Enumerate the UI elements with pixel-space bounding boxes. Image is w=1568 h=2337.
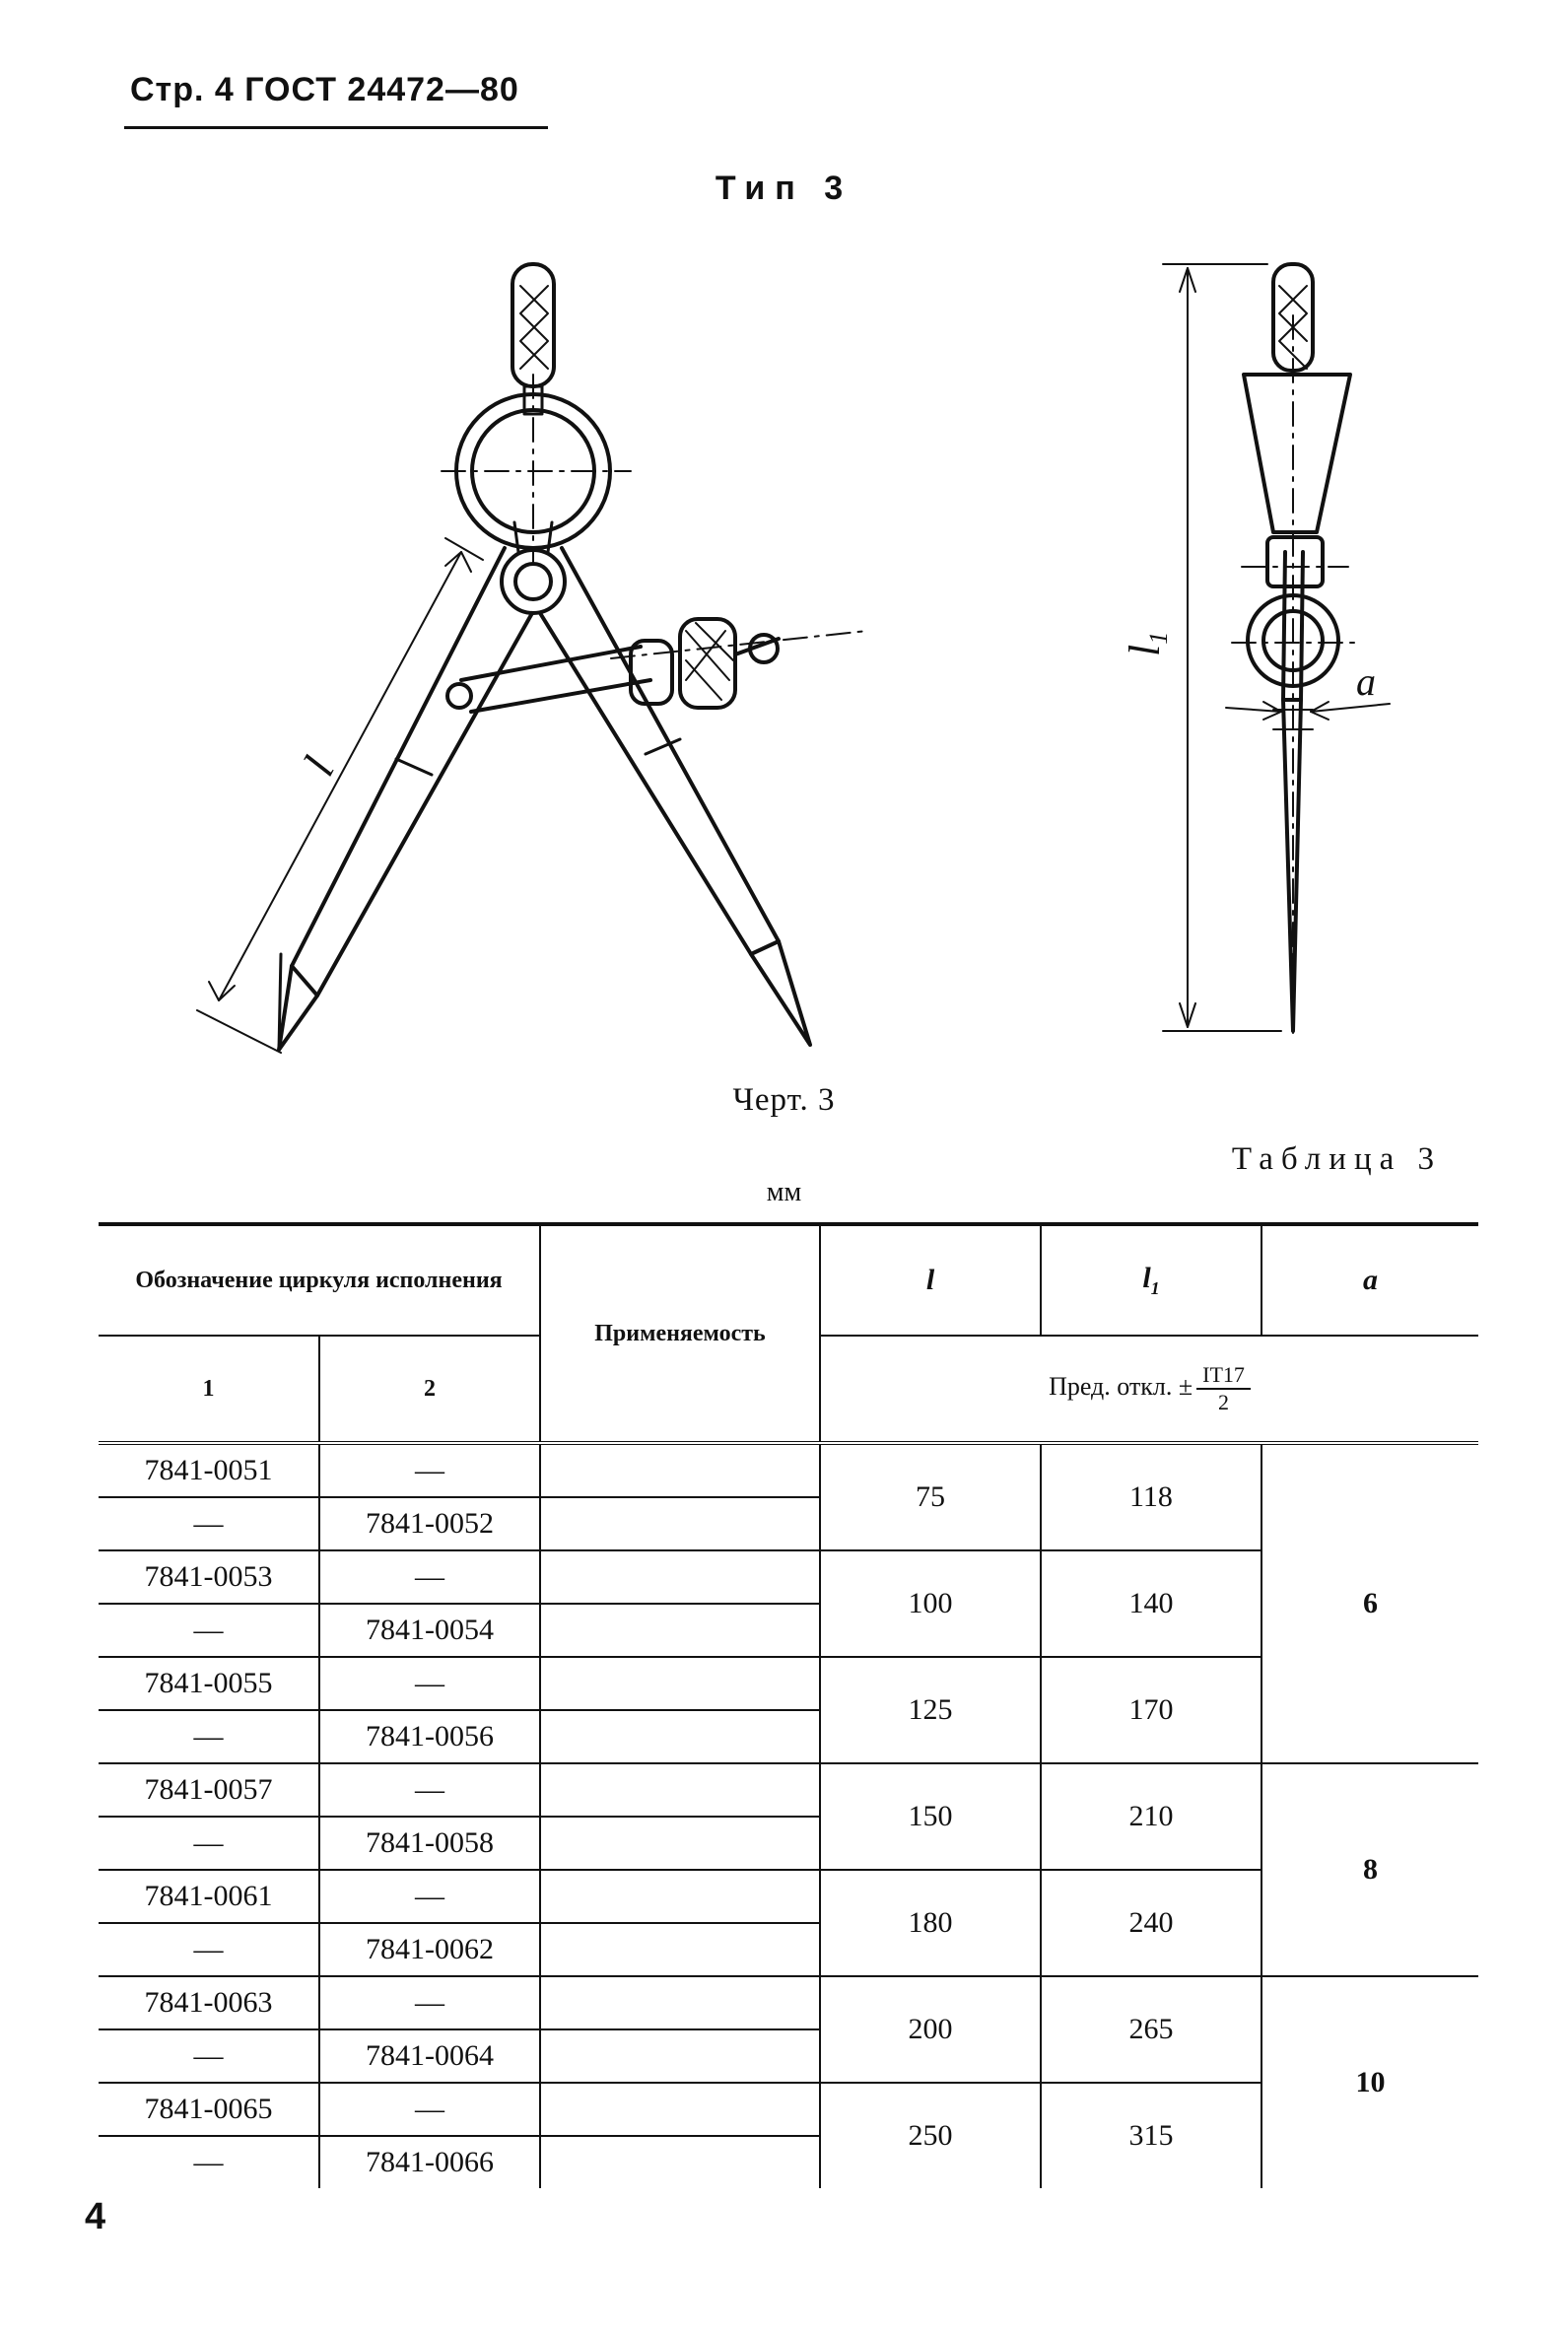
page-header: Стр. 4 ГОСТ 24472—80 [130,71,519,108]
header-l1: $l_1$ [1041,1224,1261,1336]
cell-exec-1: 7841-0053 [99,1550,319,1604]
table-title: Таблица 3 [1231,1141,1442,1177]
cell-l: 150 [820,1763,1041,1870]
cell-exec-2: 7841-0062 [319,1923,540,1976]
cell-exec-2: 7841-0064 [319,2029,540,2083]
cell-l: 250 [820,2083,1041,2188]
table-row [99,1763,1478,1817]
cell-exec-2: — [319,1870,540,1923]
cell-l: 75 [820,1443,1041,1550]
cell-exec-1: 7841-0057 [99,1763,319,1817]
cell-applicability [540,1710,820,1763]
cell-a: 10 [1355,2066,1386,2098]
table-units: мм [766,1177,802,1207]
dim-label-a: a [1356,659,1376,704]
cell-exec-2: — [319,2083,540,2136]
cell-l: 100 [820,1550,1041,1657]
cell-exec-1: — [99,2029,319,2083]
cell-applicability [540,2083,820,2136]
compass-side-view [1121,264,1390,1035]
cell-exec-1: 7841-0063 [99,1976,319,2029]
cell-applicability [540,1604,820,1657]
cell-exec-2: 7841-0052 [319,1497,540,1550]
cell-l: 125 [820,1657,1041,1763]
cell-exec-1: — [99,1497,319,1550]
dim-label-l1: l1 [1121,631,1173,656]
right-leg [540,548,779,954]
cell-applicability [540,1763,820,1817]
figure-caption: Черт. 3 [732,1082,836,1118]
cell-l1: 140 [1041,1550,1261,1657]
cell-exec-1: — [99,1817,319,1870]
compass-front-view [197,264,867,1053]
cell-exec-1: 7841-0065 [99,2083,319,2136]
cell-l1: 170 [1041,1657,1261,1763]
cell-exec-2: — [319,1443,540,1497]
cell-exec-1: 7841-0051 [99,1443,319,1497]
cell-exec-1: 7841-0055 [99,1657,319,1710]
cell-exec-1: — [99,1710,319,1763]
header-tolerance: Пред. откл. ± $\frac{IT17}{2}$ [820,1336,1478,1443]
cell-exec-2: 7841-0054 [319,1604,540,1657]
cell-l1: 210 [1041,1763,1261,1870]
page-number: 4 [85,2196,106,2237]
spec-table [99,1222,1478,2188]
cell-l1: 240 [1041,1870,1261,1976]
cell-exec-1: — [99,1604,319,1657]
cell-exec-2: 7841-0058 [319,1817,540,1870]
cell-exec-1: — [99,2136,319,2188]
cell-applicability [540,1550,820,1604]
header-l: l [820,1224,1041,1336]
cell-exec-2: 7841-0066 [319,2136,540,2188]
dim-label-l: l [293,748,344,784]
table-body [99,1443,1478,2188]
cell-exec-2: — [319,1976,540,2029]
header-exec-2: 2 [319,1336,540,1443]
cell-applicability [540,2029,820,2083]
header-applicability: Применяемость [540,1224,820,1443]
cell-exec-1: 7841-0061 [99,1870,319,1923]
header-exec-1: 1 [99,1336,319,1443]
cell-exec-2: — [319,1657,540,1710]
cell-applicability [540,1657,820,1710]
cell-a: 8 [1261,1763,1478,1976]
cell-exec-1: — [99,1923,319,1976]
table-row [99,1976,1478,2029]
cell-l1: 265 [1041,1976,1261,2083]
cell-applicability [540,2136,820,2188]
cell-applicability [540,1923,820,1976]
header-designation: Обозначение циркуля исполнения [99,1224,540,1336]
cell-applicability [540,1817,820,1870]
cell-l: 180 [820,1870,1041,1976]
cell-applicability [540,1497,820,1550]
cell-l: 200 [820,1976,1041,2083]
figure-type-title: Тип 3 [715,170,853,207]
header-a: a [1261,1224,1478,1336]
cell-exec-2: — [319,1763,540,1817]
cell-exec-2: 7841-0056 [319,1710,540,1763]
cell-l1: 118 [1041,1443,1261,1550]
cell-a: 6 [1261,1443,1478,1763]
compass-drawing [0,0,1568,1084]
cell-applicability [540,1976,820,2029]
cell-applicability [540,1443,820,1497]
table-row [99,1443,1478,1497]
side-body [1244,375,1350,532]
cell-applicability [540,1870,820,1923]
table-header [99,1224,1478,1443]
cell-l1: 315 [1041,2083,1261,2188]
cell-exec-2: — [319,1550,540,1604]
